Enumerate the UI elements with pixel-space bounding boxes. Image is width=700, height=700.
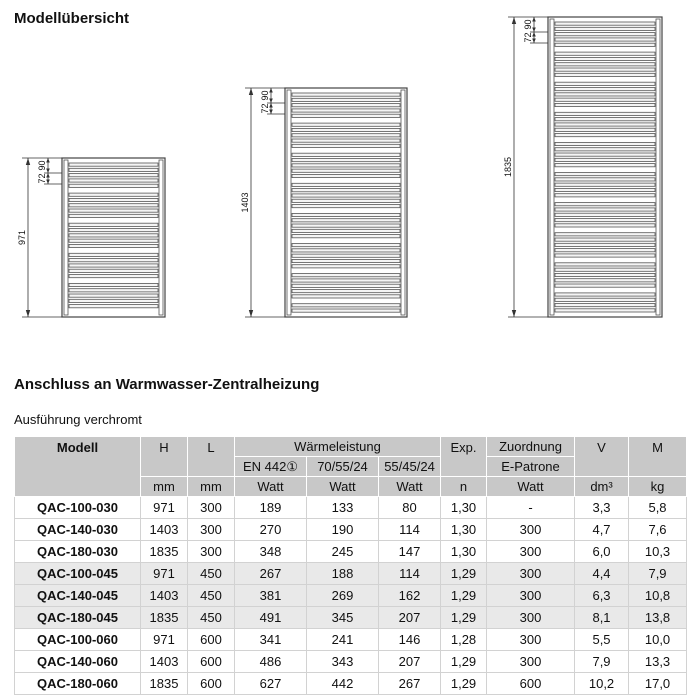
- value-cell: 450: [188, 563, 235, 585]
- value-cell: 300: [487, 585, 575, 607]
- value-cell: 8,1: [575, 607, 629, 629]
- value-cell: 600: [188, 673, 235, 695]
- value-cell: 207: [379, 651, 441, 673]
- col-header-en442: EN 442①: [235, 457, 307, 477]
- value-cell: 6,0: [575, 541, 629, 563]
- col-header-zuordnung: Zuordnung: [487, 437, 575, 457]
- table-row: [15, 541, 687, 563]
- col-header-m: M: [629, 437, 687, 477]
- value-cell: 190: [307, 519, 379, 541]
- unit-v-dm3: dm³: [575, 477, 629, 497]
- value-cell: 114: [379, 563, 441, 585]
- dim-label-72: 72: [523, 32, 533, 43]
- value-cell: 450: [188, 607, 235, 629]
- value-cell: 971: [141, 563, 188, 585]
- value-cell: 133: [307, 497, 379, 519]
- table-row: [15, 629, 687, 651]
- radiator-diagram-medium: [237, 83, 411, 324]
- value-cell: 1403: [141, 651, 188, 673]
- model-cell: QAC-140-060: [15, 651, 141, 673]
- value-cell: 1,29: [441, 585, 487, 607]
- value-cell: 971: [141, 497, 188, 519]
- table-header: [15, 437, 687, 497]
- value-cell: 1,30: [441, 519, 487, 541]
- model-cell: QAC-100-060: [15, 629, 141, 651]
- value-cell: 1403: [141, 519, 188, 541]
- radiator-diagram-large: [500, 12, 666, 324]
- value-cell: 300: [487, 563, 575, 585]
- model-cell: QAC-100-045: [15, 563, 141, 585]
- value-cell: 162: [379, 585, 441, 607]
- value-cell: 4,7: [575, 519, 629, 541]
- value-cell: 345: [307, 607, 379, 629]
- value-cell: 300: [487, 651, 575, 673]
- table-row: [15, 585, 687, 607]
- value-cell: 267: [235, 563, 307, 585]
- value-cell: 1835: [141, 541, 188, 563]
- radiator-diagram-small: [14, 153, 169, 324]
- finish-subtitle: Ausführung verchromt: [14, 412, 142, 427]
- value-cell: 627: [235, 673, 307, 695]
- dim-label-90: 90: [260, 90, 270, 101]
- model-cell: QAC-140-045: [15, 585, 141, 607]
- value-cell: 971: [141, 629, 188, 651]
- value-cell: 300: [188, 519, 235, 541]
- value-cell: 300: [188, 541, 235, 563]
- table-row: [15, 651, 687, 673]
- table-row: [15, 607, 687, 629]
- dim-label-height: 1403: [240, 192, 250, 213]
- value-cell: 189: [235, 497, 307, 519]
- model-cell: QAC-180-060: [15, 673, 141, 695]
- value-cell: 13,3: [629, 651, 687, 673]
- value-cell: 1835: [141, 607, 188, 629]
- value-cell: 600: [487, 673, 575, 695]
- page-title: Modellübersicht: [14, 10, 130, 27]
- model-cell: QAC-180-045: [15, 607, 141, 629]
- col-header-v: V: [575, 437, 629, 477]
- value-cell: 6,3: [575, 585, 629, 607]
- value-cell: 245: [307, 541, 379, 563]
- value-cell: 5,8: [629, 497, 687, 519]
- table-row: [15, 497, 687, 519]
- col-header-h: H: [141, 437, 188, 477]
- value-cell: 7,9: [629, 563, 687, 585]
- value-cell: 486: [235, 651, 307, 673]
- value-cell: 300: [487, 629, 575, 651]
- value-cell: 10,0: [629, 629, 687, 651]
- value-cell: 4,4: [575, 563, 629, 585]
- value-cell: 10,2: [575, 673, 629, 695]
- value-cell: 17,0: [629, 673, 687, 695]
- radiator-drawing: [14, 153, 169, 324]
- col-header-55-45-24: 55/45/24: [379, 457, 441, 477]
- spec-table: [14, 436, 687, 695]
- header-row-main: [15, 437, 687, 457]
- value-cell: 300: [487, 607, 575, 629]
- table-row: [15, 673, 687, 695]
- col-header-l: L: [188, 437, 235, 477]
- col-header-modell: Modell: [15, 437, 141, 497]
- value-cell: 600: [188, 629, 235, 651]
- value-cell: 188: [307, 563, 379, 585]
- model-cell: QAC-180-030: [15, 541, 141, 563]
- dim-label-72: 72: [37, 173, 47, 184]
- value-cell: 450: [188, 585, 235, 607]
- unit-exp-n: n: [441, 477, 487, 497]
- value-cell: 600: [188, 651, 235, 673]
- dim-label-height: 971: [17, 229, 27, 246]
- table-body: [15, 497, 687, 695]
- value-cell: 10,3: [629, 541, 687, 563]
- unit-en442-watt: Watt: [235, 477, 307, 497]
- value-cell: 146: [379, 629, 441, 651]
- value-cell: 269: [307, 585, 379, 607]
- value-cell: 207: [379, 607, 441, 629]
- value-cell: 270: [235, 519, 307, 541]
- value-cell: 1,30: [441, 541, 487, 563]
- unit-h-mm: mm: [141, 477, 188, 497]
- col-header-e-patrone: E-Patrone: [487, 457, 575, 477]
- radiator-drawing: [237, 83, 411, 324]
- unit-l-mm: mm: [188, 477, 235, 497]
- unit-70-watt: Watt: [307, 477, 379, 497]
- unit-55-watt: Watt: [379, 477, 441, 497]
- table-row: [15, 519, 687, 541]
- value-cell: 147: [379, 541, 441, 563]
- col-header-exp: Exp.: [441, 437, 487, 477]
- unit-m-kg: kg: [629, 477, 687, 497]
- value-cell: 343: [307, 651, 379, 673]
- model-cell: QAC-140-030: [15, 519, 141, 541]
- dim-label-90: 90: [523, 19, 533, 30]
- value-cell: 7,6: [629, 519, 687, 541]
- value-cell: 7,9: [575, 651, 629, 673]
- value-cell: 300: [487, 519, 575, 541]
- value-cell: 5,5: [575, 629, 629, 651]
- value-cell: 1,29: [441, 607, 487, 629]
- value-cell: 491: [235, 607, 307, 629]
- dim-label-90: 90: [37, 160, 47, 171]
- col-header-70-55-24: 70/55/24: [307, 457, 379, 477]
- dim-label-height: 1835: [503, 156, 513, 178]
- value-cell: 1403: [141, 585, 188, 607]
- value-cell: 13,8: [629, 607, 687, 629]
- value-cell: 1,30: [441, 497, 487, 519]
- unit-patrone-watt: Watt: [487, 477, 575, 497]
- value-cell: 267: [379, 673, 441, 695]
- col-header-waermeleistung: Wärmeleistung: [235, 437, 441, 457]
- value-cell: 241: [307, 629, 379, 651]
- value-cell: 114: [379, 519, 441, 541]
- value-cell: 341: [235, 629, 307, 651]
- table-row: [15, 563, 687, 585]
- value-cell: 381: [235, 585, 307, 607]
- value-cell: 3,3: [575, 497, 629, 519]
- model-cell: QAC-100-030: [15, 497, 141, 519]
- value-cell: 300: [487, 541, 575, 563]
- dim-label-72: 72: [260, 103, 270, 114]
- value-cell: 10,8: [629, 585, 687, 607]
- section-title: Anschluss an Warmwasser-Zentralheizung: [14, 376, 320, 393]
- value-cell: 1835: [141, 673, 188, 695]
- value-cell: 348: [235, 541, 307, 563]
- value-cell: 1,29: [441, 563, 487, 585]
- value-cell: 442: [307, 673, 379, 695]
- radiator-drawing: [500, 12, 666, 324]
- value-cell: 80: [379, 497, 441, 519]
- value-cell: 1,28: [441, 629, 487, 651]
- value-cell: 1,29: [441, 651, 487, 673]
- value-cell: 300: [188, 497, 235, 519]
- value-cell: 1,29: [441, 673, 487, 695]
- value-cell: -: [487, 497, 575, 519]
